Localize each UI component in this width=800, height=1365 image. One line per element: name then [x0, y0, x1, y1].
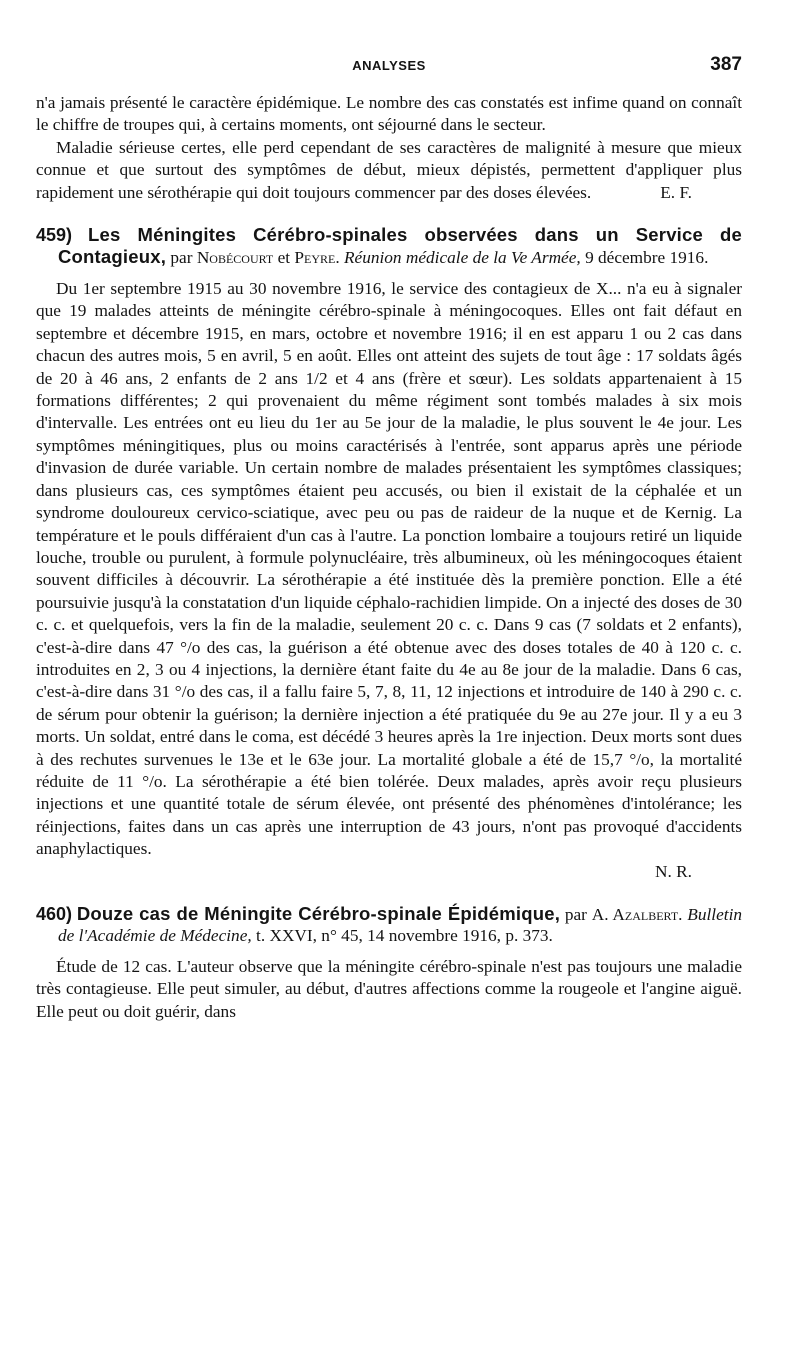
date: 9 décembre 1916. — [585, 248, 709, 268]
article-heading: 459) Les Méningites Cérébro-spinales observées dans un Service de Contagieux, par Nobécourt et Peyre. Réunion médicale de la Ve Armée, 9 décembre 1916. — [36, 224, 742, 268]
article-body: Étude de 12 cas. L'auteur observe que la méningite cérébro-spinale n'est pas toujours une maladie très contagieuse. Elle peut simuler, au début, d'autres affections comme la rougeole et l'angine aiguë. Elle peut ou doit guérir, dans — [36, 957, 742, 1021]
signature: E. F. — [660, 182, 692, 202]
article-460 — [36, 903, 742, 1023]
article-heading — [36, 903, 742, 946]
article-title: Douze cas de Méningite Cérébro-spinale Épidémique, — [76, 903, 561, 924]
and-word: et — [277, 248, 291, 268]
author: Peyre — [294, 248, 336, 268]
reference: t. XXVI, n° 45, 14 novembre 1916, p. 373. — [256, 926, 553, 945]
article-body: Du 1er septembre 1915 au 30 novembre 1916, le service des contagieux de X... n'a eu à signaler que 19 malades atteints de méningite cérébro-spinale à méningocoques. Elles ont fait défaut en septembre et décembre 1915, en mars, octobre et novembre 1916; il en est apparu 1 ou 2 cas dans chacun des autres mois, 5 en avril, 5 en août. Elles ont atteint des sujets de tout âge : 17 soldats âgés de 20 à 46 ans, 2 enfants de 2 ans 1/2 et 4 ans (frère et sœur). Les soldats appartenaient à 15 formations différentes; 2 qui provenaient du même régiment sont tombés malades à six mois d'intervalle. Les entrées ont eu lieu du 1er au 5e jour de la maladie, le plus souvent le 4e jour. Les symptômes méningitiques, plus ou moins caractérisés à l'entrée, sont apparus après une période d'invasion de durée variable. Un certain nombre de malades présentaient les symptômes classiques; dans plusieurs cas, ces symptômes étaient peu accusés, ou bien il existait de la céphalée et un syndrome douloureux cervico-sciatique, avec peu ou pas de raideur de la nuque et de Kernig. La température et le pouls différaient d'un cas à l'autre. La ponction lombaire a toujours retiré un liquide louche, trouble ou purulent, à formule polynucléaire, très albumineux, où les méningocoques étaient souvent difficiles à découvrir. La sérothérapie a été instituée dès la première ponction. Elle a été poursuivie jusqu'à la constatation d'un liquide céphalo-rachidien limpide. On a injecté des doses de 30 c. c. et quelquefois, vers la fin de la maladie, seulement 20 c. c. Dans 9 cas (7 soldats et 2 enfants), c'est-à-dire dans 47 °/o des cas, la guérison a été obtenue avec des doses totales de 40 à 120 c. c. introduites en 2, 3 ou 4 injections, la dernière étant faite du 4e au 8e jour de la maladie. Dans 6 cas, c'est-à-dire dans 31 °/o des cas, il a fallu faire 5, 7, 8, 11, 12 injections et introduire de 140 à 290 c. c. de sérum pour obtenir la guérison; la dernière injection a été pratiquée du 9e au 27e jour. Il y a eu 3 morts. Un soldat, entré dans le coma, est décédé 3 heures après la 1re injection. Deux morts sont dues à des rechutes survenues le 13e et le 63e jour. La mortalité globale a été de 15,7 °/o, la mortalité réduite de 11 °/o. La sérothérapie a été bien tolérée. Deux malades, après avoir reçu plusieurs injections et une quantité totale de sérum élevée, ont présenté des phénomènes d'intolérance; les réinjections, faites dans un cas après une interruption de 43 jours, n'ont pas provoqué d'accidents anaphylactiques. — [36, 279, 742, 859]
running-title: ANALYSES — [352, 58, 426, 73]
paragraph — [36, 137, 742, 204]
by-word: par — [170, 248, 193, 268]
page-number: 387 — [710, 54, 742, 75]
article-title: Les Méningites Cérébro-spinales observées dans un Service de Contagieux, — [58, 224, 742, 268]
paragraph: n'a jamais présenté le caractère épidémique. Le nombre des cas constatés est infime quand on connaît le chiffre de troupes qui, à certains moments, ont séjourné dans le secteur. — [36, 93, 742, 135]
source: Réunion médicale de la Ve Armée, — [343, 248, 581, 268]
by-word: par — [564, 905, 587, 924]
page-header — [36, 52, 742, 86]
source: Bulletin de l'Académie de Médecine, — [58, 905, 743, 945]
author: Nobécourt — [196, 248, 274, 268]
article-number: 460) — [36, 904, 73, 924]
author: A. Azalbert. — [591, 905, 683, 924]
article-number: 459) — [36, 225, 73, 246]
signature: N. R. — [655, 861, 692, 881]
paragraph-text: Maladie sérieuse certes, elle perd cependant de ses caractères de malignité à mesure que mieux connue et que surtout des symptômes de début, mieux dépistés, permettent d'appliquer plus rapidement une sérothérapie qui doit toujours commencer par des doses élevées. — [36, 137, 742, 202]
article-459 — [36, 224, 742, 883]
previous-article-continuation — [36, 92, 742, 204]
journal-page — [36, 52, 742, 1023]
